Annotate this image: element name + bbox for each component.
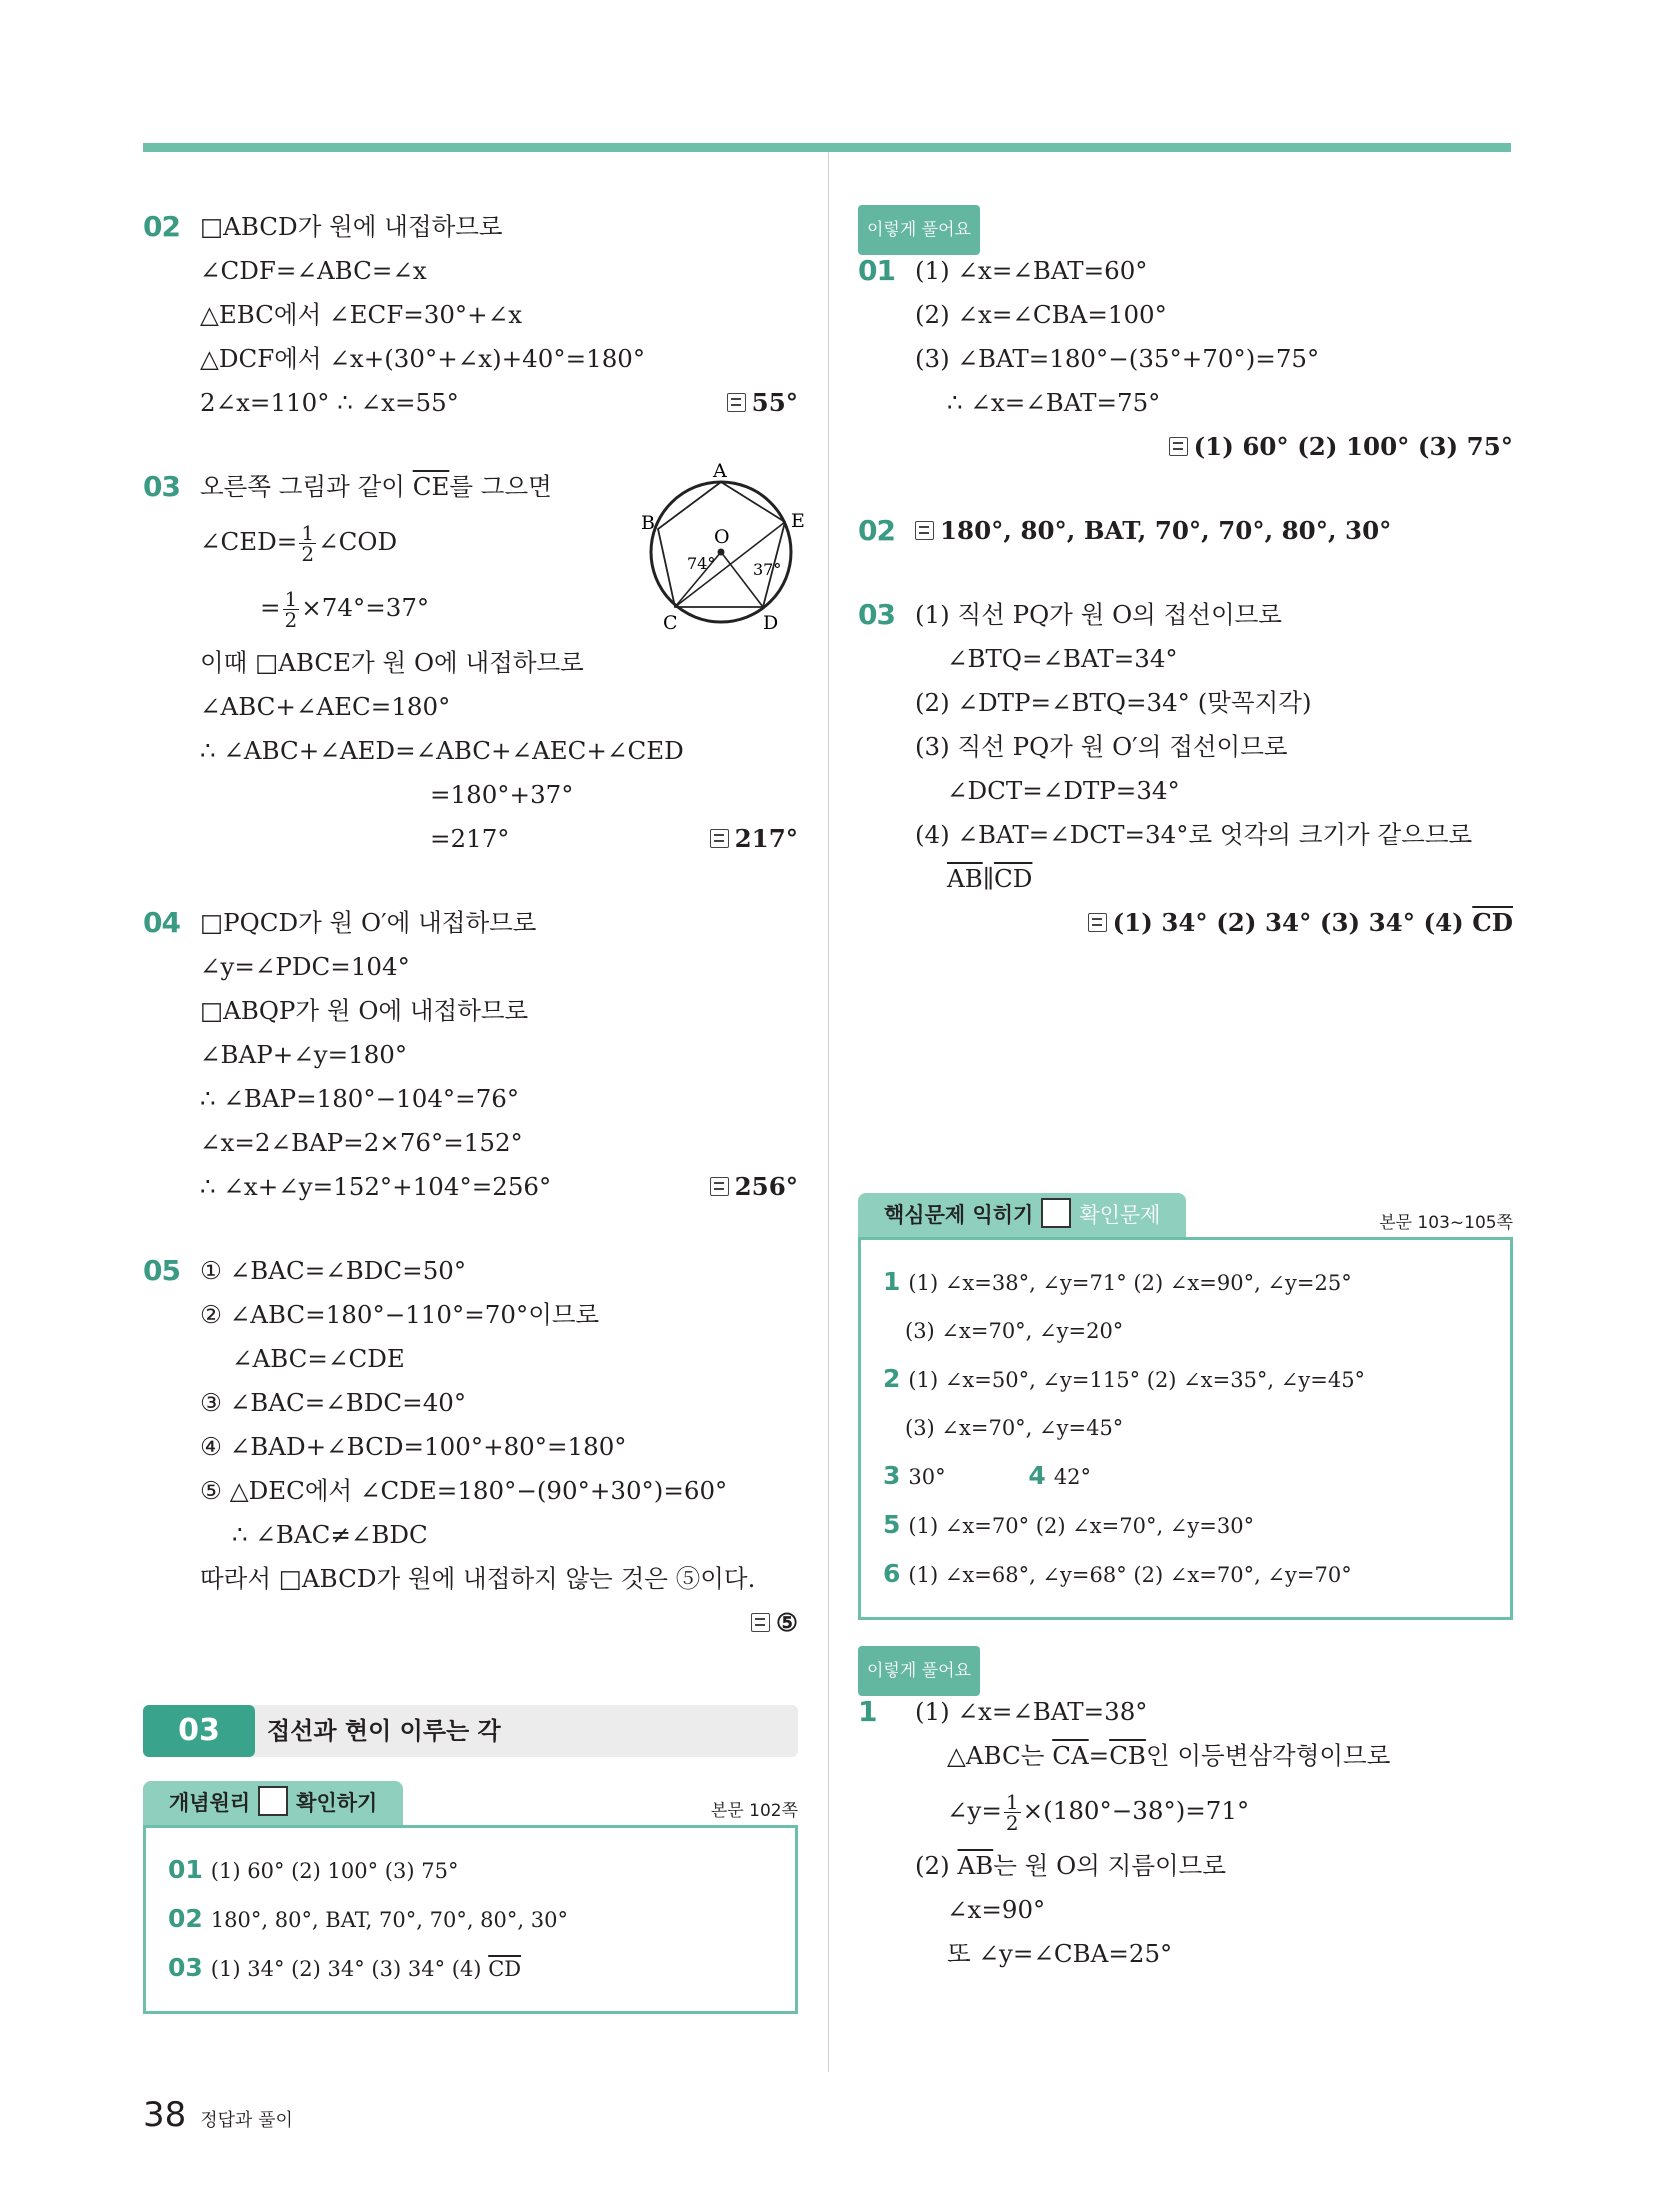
problem-number: 02	[143, 210, 180, 243]
solution-text: =217°	[430, 824, 510, 853]
answer-value: (1) 34° (2) 34° (3) 34° (4)	[1112, 908, 1473, 937]
solution-line: ∴ ∠ABC+∠AED=∠ABC+∠AEC+∠CED	[200, 736, 684, 765]
answer-row: (3) ∠x=70°, ∠y=45°	[905, 1416, 1124, 1440]
solution-line	[200, 817, 798, 861]
page-reference: 본문 102쪽	[710, 1801, 798, 1821]
solution-tag-row	[858, 1646, 1513, 1690]
solution-line: ∠BAP+∠y=180°	[200, 1040, 408, 1069]
solution-line	[915, 509, 1513, 553]
solution-line	[915, 901, 1513, 945]
answer-row: 2 (1) ∠x=50°, ∠y=115° (2) ∠x=35°, ∠y=45°	[883, 1364, 1366, 1393]
concept-tab: 개념원리 확인하기	[143, 1781, 403, 1825]
answer-icon	[710, 1177, 729, 1196]
solution-line: 따라서 □ABCD가 원에 내접하지 않는 것은 ⑤이다.	[200, 1564, 756, 1593]
solution-line: ∠x=2∠BAP=2×76°=152°	[200, 1128, 523, 1157]
solution-line	[200, 1165, 798, 1209]
fraction-half: $\frac{1}{2}$	[301, 521, 315, 566]
core-answer-box	[858, 1237, 1513, 1620]
solution-text: ∠CED=	[200, 527, 298, 556]
solution-line: ∴ ∠BAC≠∠BDC	[232, 1520, 428, 1549]
solution-1	[858, 1690, 1513, 1976]
fig-label-D: D	[763, 612, 779, 634]
answer-icon	[751, 1613, 770, 1632]
answer-row: 1 (1) ∠x=38°, ∠y=71° (2) ∠x=90°, ∠y=25°	[883, 1267, 1352, 1296]
answer-value: 180°, 80°, BAT, 70°, 70°, 80°, 30°	[940, 516, 1392, 545]
answer-icon	[1169, 437, 1188, 456]
core-tab-header	[858, 1193, 1513, 1237]
solution-line: ⑤ △DEC에서 ∠CDE=180°−(90°+30°)=60°	[200, 1476, 728, 1505]
answer-row: (3) ∠x=70°, ∠y=20°	[905, 1319, 1124, 1343]
solution-line: ∴ ∠BAP=180°−104°=76°	[200, 1084, 520, 1113]
solution-line: ① ∠BAC=∠BDC=50°	[200, 1256, 467, 1285]
problem-04	[143, 901, 798, 1209]
fig-label-B: B	[641, 512, 655, 534]
solution-line: ∠y= $\frac{1}{2}$ ×(180°−38°)=71°	[947, 1790, 1250, 1835]
fraction-half: $\frac{1}{2}$	[284, 587, 298, 632]
page-number: 38	[143, 2095, 187, 2135]
fig-label-C: C	[663, 612, 678, 634]
solution-line: ∠ABC=∠CDE	[232, 1344, 405, 1373]
fig-angle-74: 74°	[687, 554, 716, 573]
solution-line: △ABC는 $\overline{CA}=\overline{CB}$인 이등변삼각형이므로	[947, 1741, 1391, 1770]
problem-number: 01	[858, 254, 895, 287]
concept-tab-header	[143, 1781, 798, 1825]
solution-text: 2∠x=110° ∴ ∠x=55°	[200, 388, 459, 417]
problem-number: 05	[143, 1254, 180, 1287]
page-reference: 본문 103~105쪽	[1379, 1213, 1513, 1233]
solution-line: (2) ∠x=∠CBA=100°	[915, 300, 1167, 329]
solution-line: (1) ∠x=∠BAT=38°	[915, 1697, 1148, 1726]
solution-line: □ABCD가 원에 내접하므로	[200, 212, 503, 241]
answer	[727, 381, 798, 425]
answer	[710, 817, 798, 861]
solution-line: ∠y=∠PDC=104°	[200, 952, 410, 981]
fig-label-A: A	[713, 460, 727, 482]
answer-value: ⑤	[776, 1608, 798, 1637]
solution-tag: 이렇게 풀어요	[858, 1646, 980, 1696]
right-column	[858, 205, 1513, 1976]
problem-number: 04	[143, 906, 180, 939]
solution-line: ② ∠ABC=180°−110°=70°이므로	[200, 1300, 600, 1329]
answer-value: $\overline{CD}$	[1472, 908, 1513, 937]
solution-line: (2) ∠DTP=∠BTQ=34° (맞꼭지각)	[915, 688, 1312, 717]
answer-row: 01 (1) 60° (2) 100° (3) 75°	[168, 1855, 459, 1884]
section-header	[143, 1705, 798, 1757]
solution-line	[915, 425, 1513, 469]
column-divider	[828, 152, 829, 2072]
solution-line: ∠DCT=∠DTP=34°	[947, 776, 1180, 805]
solution-line: =180°+37°	[430, 780, 574, 809]
section-number: 03	[143, 1705, 255, 1757]
problem-05	[143, 1249, 798, 1645]
answer	[1169, 425, 1513, 469]
segment-label: $\overline{CE}$	[412, 472, 450, 501]
problem-03	[143, 460, 805, 861]
answer-icon	[915, 521, 934, 540]
solution-line: 또 ∠y=∠CBA=25°	[947, 1939, 1173, 1968]
solution-line: △EBC에서 ∠ECF=30°+∠x	[200, 300, 523, 329]
answer-icon	[710, 829, 729, 848]
notebook-icon	[258, 1786, 288, 1816]
fig-angle-37: 37°	[753, 560, 782, 579]
answer-row: 02 180°, 80°, BAT, 70°, 70°, 80°, 30°	[168, 1904, 568, 1933]
solution-line: ∠BTQ=∠BAT=34°	[947, 644, 1178, 673]
answer-icon	[727, 393, 746, 412]
exercise-02	[858, 509, 1513, 553]
problem-number: 03	[143, 470, 180, 503]
solution-line	[200, 381, 798, 425]
solution-text: ×74°=37°	[301, 593, 430, 622]
problem-number: 02	[858, 514, 895, 547]
circle-figure	[613, 457, 813, 637]
answer-row: 6 (1) ∠x=68°, ∠y=68° (2) ∠x=70°, ∠y=70°	[883, 1559, 1352, 1588]
solution-line: (2) $\overline{AB}$는 원 O의 지름이므로	[915, 1851, 1226, 1880]
left-column	[143, 205, 805, 2014]
solution-line: ∠x=90°	[947, 1895, 1046, 1924]
answer-value: 256°	[734, 1172, 798, 1201]
problem-number: 03	[858, 598, 895, 631]
solution-text: 를 그으면	[449, 472, 552, 501]
solution-line: (3) ∠BAT=180°−(35°+70°)=75°	[915, 344, 1320, 373]
solution-line: △DCF에서 ∠x+(30°+∠x)+40°=180°	[200, 344, 646, 373]
solution-line: (3) 직선 PQ가 원 O′의 접선이므로	[915, 732, 1288, 761]
solution-line	[200, 1601, 798, 1645]
answer-row: 03 (1) 34° (2) 34° (3) 34° (4) $\overline{CD}$	[168, 1953, 522, 1982]
problem-02	[143, 205, 798, 425]
key-icon	[1041, 1198, 1071, 1228]
solution-line: □ABQP가 원 O에 내접하므로	[200, 996, 529, 1025]
solution-tag-row	[858, 205, 1513, 249]
core-tab: 핵심문제 익히기 확인문제	[858, 1193, 1186, 1237]
section-title: 접선과 현이 이루는 각	[267, 1717, 501, 1745]
problem-number: 1	[858, 1695, 877, 1728]
solution-text: ∠COD	[318, 527, 398, 556]
answer	[751, 1601, 798, 1645]
answer-icon	[1088, 913, 1107, 932]
page-footer	[143, 2095, 293, 2135]
solution-line: ④ ∠BAD+∠BCD=100°+80°=180°	[200, 1432, 627, 1461]
page-label: 정답과 풀이	[200, 2110, 293, 2131]
solution-line: 이때 □ABCE가 원 O에 내접하므로	[200, 648, 584, 677]
fraction-half: $\frac{1}{2}$	[1005, 1790, 1019, 1835]
answer-value: (1) 60° (2) 100° (3) 75°	[1193, 432, 1513, 461]
concept-answer-box	[143, 1825, 798, 2014]
solution-line: □PQCD가 원 O′에 내접하므로	[200, 908, 537, 937]
exercise-01	[858, 249, 1513, 469]
answer	[710, 1165, 798, 1209]
solution-line: $\overline{AB}\parallel\overline{CD}$	[947, 864, 1033, 893]
exercise-03	[858, 593, 1513, 945]
solution-line: ∠ABC+∠AEC=180°	[200, 692, 451, 721]
solution-line: ∴ ∠x=∠BAT=75°	[947, 388, 1161, 417]
solution-text: 오른쪽 그림과 같이	[200, 472, 413, 501]
answer-row: 5 (1) ∠x=70° (2) ∠x=70°, ∠y=30°	[883, 1510, 1255, 1539]
solution-line: (4) ∠BAT=∠DCT=34°로 엇각의 크기가 같으므로	[915, 820, 1473, 849]
solution-line: ③ ∠BAC=∠BDC=40°	[200, 1388, 467, 1417]
solution-line: ∠CDF=∠ABC=∠x	[200, 256, 427, 285]
answer	[1088, 901, 1513, 945]
solution-line: (1) ∠x=∠BAT=60°	[915, 256, 1148, 285]
solution-line: (1) 직선 PQ가 원 O의 접선이므로	[915, 600, 1282, 629]
solution-text: ∴ ∠x+∠y=152°+104°=256°	[200, 1172, 552, 1201]
fig-label-O: O	[714, 526, 730, 548]
top-rule	[143, 143, 1511, 152]
solution-tag: 이렇게 풀어요	[858, 205, 980, 255]
answer-row: 3 30° 4 42°	[883, 1461, 1092, 1490]
answer-value: 217°	[734, 824, 798, 853]
fig-label-E: E	[791, 510, 805, 532]
solution-text: =	[260, 593, 281, 622]
answer-value: 55°	[751, 388, 798, 417]
